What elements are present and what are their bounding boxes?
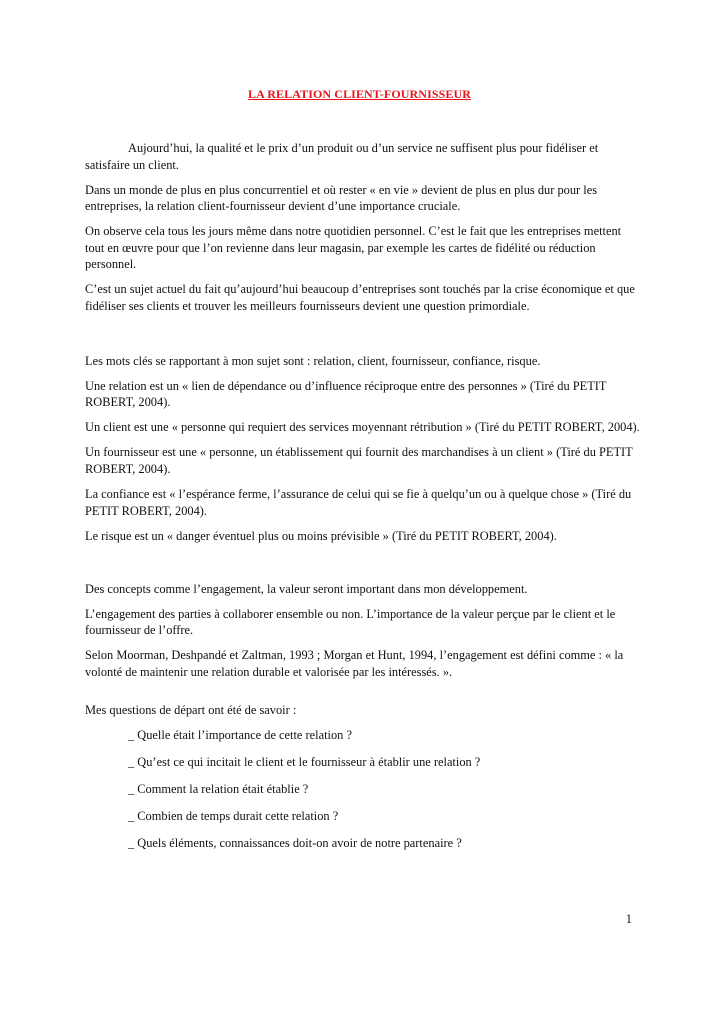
questions-list: [85, 727, 643, 852]
paragraph: Un client est une « personne qui requiert des services moyennant rétribution » (Tiré du PETIT ROBERT, 2004).: [85, 420, 640, 435]
paragraph: Dans un monde de plus en plus concurrentiel et où rester « en vie » devient de plus en plus dur pour les entreprises, la relation client-fournisseur devient d’une importance cruciale.: [85, 182, 598, 214]
intro-section: [85, 140, 643, 315]
list-item: _ Quels éléments, connaissances doit-on avoir de notre partenaire ?: [128, 836, 462, 851]
list-item: _ Qu’est ce qui incitait le client et le fournisseur à établir une relation ?: [128, 754, 481, 769]
paragraph: Selon Moorman, Deshpandé et Zaltman, 1993 ; Morgan et Hunt, 1994, l’engagement est défini comme : « la volonté de maintenir une relation durable et valorisée par les intéressés. ».: [85, 648, 624, 679]
list-item: _ Quelle était l’importance de cette relation ?: [128, 727, 352, 742]
page-number: 1: [625, 912, 632, 926]
paragraph: Une relation est un « lien de dépendance ou d’influence réciproque entre des personnes » (Tiré du PETIT ROBERT, 2004).: [85, 378, 607, 410]
document-title: LA RELATION CLIENT-FOURNISSEUR: [247, 87, 472, 101]
questions-section: [85, 702, 643, 852]
list-item: _ Comment la relation était établie ?: [128, 782, 309, 797]
concepts-section: [85, 581, 643, 681]
keywords-section: [85, 353, 643, 544]
paragraph: La confiance est « l’espérance ferme, l’assurance de celui qui se fie à quelqu’un ou à quelque chose » (Tiré du PETIT ROBERT, 2004).: [85, 487, 632, 518]
section-spacer: [85, 553, 643, 581]
questions-intro: Mes questions de départ ont été de savoir :: [85, 702, 297, 717]
paragraph: L’engagement des parties à collaborer ensemble ou non. L’importance de la valeur perçue par le client et le fournisseur de l’offre.: [85, 606, 616, 638]
paragraph: Les mots clés se rapportant à mon sujet sont : relation, client, fournisseur, confiance, risque.: [85, 353, 541, 368]
paragraph: Le risque est un « danger éventuel plus ou moins prévisible » (Tiré du PETIT ROBERT, 2004).: [85, 528, 557, 543]
paragraph: Un fournisseur est une « personne, un établissement qui fournit des marchandises à un client » (Tiré du PETIT ROBERT, 2004).: [85, 445, 633, 477]
paragraph: C’est un sujet actuel du fait qu’aujourd’hui beaucoup d’entreprises sont touchés par la crise économique et que fidéliser ses clients et trouver les meilleurs fournisseurs devient une question primordiale.: [85, 282, 635, 313]
list-item: _ Combien de temps durait cette relation ?: [128, 809, 339, 824]
section-spacer: [85, 323, 643, 353]
document-body: [85, 140, 643, 863]
paragraph: Aujourd’hui, la qualité et le prix d’un produit ou d’un service ne suffisent plus pour fidéliser et satisfaire un client.: [85, 141, 599, 172]
section-spacer: [85, 689, 643, 702]
paragraph: Des concepts comme l’engagement, la valeur seront important dans mon développement.: [85, 581, 528, 596]
paragraph: On observe cela tous les jours même dans notre quotidien personnel. C’est le fait que les entreprises mettent tout en œuvre pour que l’on revienne dans leur magasin, par exemple les cartes de fidélité ou réduction personnel.: [85, 224, 622, 272]
